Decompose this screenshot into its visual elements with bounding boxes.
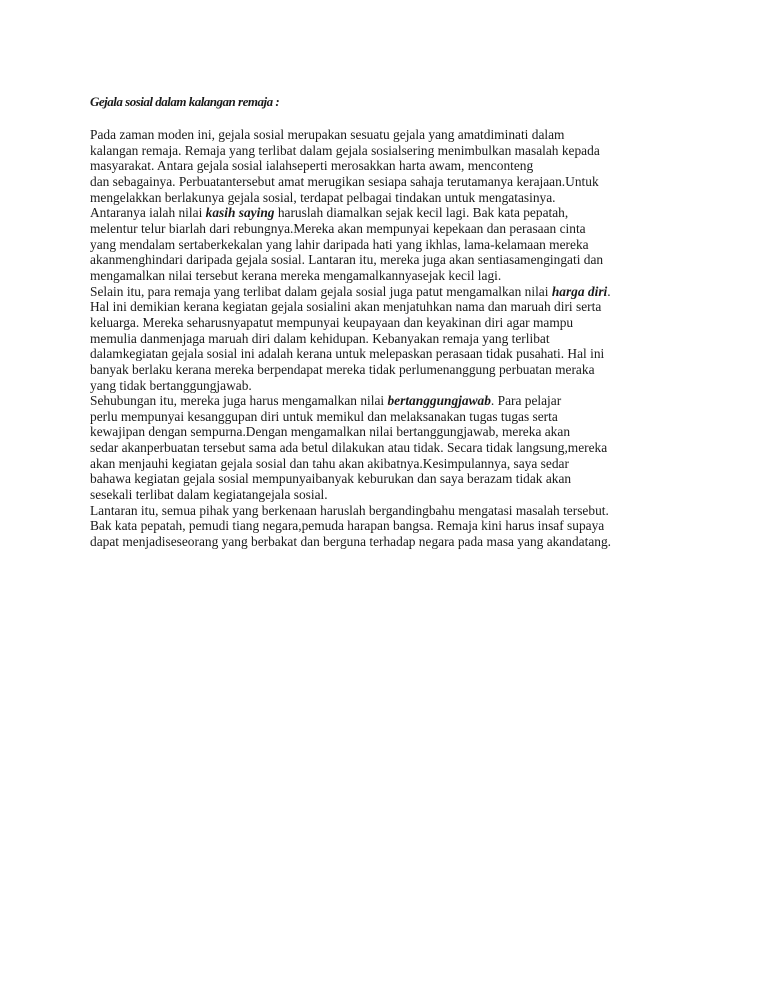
text-line: [90, 284, 690, 300]
text-segment: yang mendalam sertaberkekalan yang lahir daripada hati yang ikhlas, lama-kelamaan mereka: [90, 236, 589, 252]
text-segment: Pada zaman moden ini, gejala sosial merupakan sesuatu gejala yang amatdiminati dalam: [90, 127, 565, 142]
text-line: [90, 487, 690, 503]
text-line: [90, 158, 690, 174]
document-body: [90, 127, 690, 550]
text-segment: Hal ini demikian kerana kegiatan gejala sosialini akan menjatuhkan nama dan maruah diri serta: [90, 299, 602, 315]
text-line: [90, 534, 690, 550]
text-line: [90, 409, 690, 425]
text-segment: sesekali terlibat dalam kegiatangejala sosial.: [90, 487, 328, 503]
text-segment: dalamkegiatan gejala sosial ini adalah kerana untuk melepaskan perasaan tidak pusahati. Hal ini: [90, 346, 605, 362]
document-title: Gejala sosial dalam kalangan remaja :: [90, 94, 280, 109]
text-segment: sedar akanperbuatan tersebut sama ada betul dilakukan atau tidak. Secara tidak langsung,mereka: [90, 440, 608, 456]
text-segment: kalangan remaja. Remaja yang terlibat dalam gejala sosialsering menimbulkan masalah kepada: [90, 142, 600, 158]
text-line: [90, 456, 690, 472]
text-line: [90, 503, 690, 519]
text-segment: dan sebagainya. Perbuatantersebut amat merugikan sesiapa sahaja terutamanya kerajaan.Untuk: [90, 173, 599, 189]
text-segment: mengelakkan berlakunya gejala sosial, terdapat pelbagai tindakan untuk mengatasinya.: [90, 189, 556, 205]
text-line: [90, 127, 690, 143]
text-line: [90, 393, 690, 409]
emphasized-term: kasih saying: [205, 205, 275, 221]
text-segment: kewajipan dengan sempurna.Dengan mengamalkan nilai bertanggungjawab, mereka akan: [90, 424, 571, 440]
text-segment: Selain itu, para remaja yang terlibat dalam gejala sosial juga patut mengamalkan nilai: [90, 283, 552, 299]
text-segment: masyarakat. Antara gejala sosial ialahseperti merosakkan harta awam, menconteng: [90, 158, 534, 174]
text-line: [90, 237, 690, 253]
document-page: [90, 94, 690, 550]
text-segment: Sehubungan itu, mereka juga harus mengamalkan nilai: [90, 393, 388, 409]
text-line: [90, 346, 690, 362]
text-segment: .: [607, 283, 611, 299]
emphasized-term: harga diri: [551, 283, 608, 299]
text-segment: yang tidak bertanggungjawab.: [90, 377, 252, 393]
text-segment: melentur telur biarlah dari rebungnya.Mereka akan mempunyai kepekaan dan perasaan cinta: [90, 220, 586, 236]
text-line: [90, 518, 690, 534]
text-segment: akan menjauhi kegiatan gejala sosial dan tahu akan akibatnya.Kesimpulannya, saya sedar: [90, 455, 569, 471]
text-segment: akanmenghindari daripada gejala sosial. Lantaran itu, mereka juga akan sentiasamengingati dan: [90, 252, 604, 268]
text-line: [90, 268, 690, 284]
text-line: [90, 362, 690, 378]
text-segment: Antaranya ialah nilai: [90, 205, 206, 221]
text-segment: memulia danmenjaga maruah diri dalam kehidupan. Kebanyakan remaja yang terlibat: [90, 330, 550, 346]
text-segment: haruslah diamalkan sejak kecil lagi. Bak kata pepatah,: [274, 205, 569, 221]
text-line: [90, 143, 690, 159]
text-line: [90, 252, 690, 268]
text-line: [90, 440, 690, 456]
text-line: [90, 471, 690, 487]
text-line: [90, 331, 690, 347]
text-line: [90, 424, 690, 440]
text-line: [90, 221, 690, 237]
text-segment: keluarga. Mereka seharusnyapatut mempunyai keupayaan dan keyakinan diri agar mampu: [90, 314, 574, 330]
text-segment: . Para pelajar: [490, 393, 562, 409]
text-segment: banyak berlaku kerana mereka berpendapat mereka tidak perlumenanggung perbuatan meraka: [90, 361, 595, 377]
text-line: [90, 174, 690, 190]
text-line: [90, 378, 690, 394]
emphasized-term: bertanggungjawab: [387, 393, 491, 409]
text-line: [90, 205, 690, 221]
text-line: [90, 190, 690, 206]
text-segment: bahawa kegiatan gejala sosial mempunyaibanyak keburukan dan saya berazam tidak akan: [90, 471, 572, 487]
text-segment: mengamalkan nilai tersebut kerana mereka mengamalkannyasejak kecil lagi.: [90, 267, 502, 283]
text-segment: perlu mempunyai kesanggupan diri untuk memikul dan melaksanakan tugas tugas serta: [90, 408, 558, 424]
text-line: [90, 315, 690, 331]
text-segment: Lantaran itu, semua pihak yang berkenaan haruslah bergandingbahu mengatasi masalah tersebut.: [90, 502, 609, 518]
text-segment: Bak kata pepatah, pemudi tiang negara,pemuda harapan bangsa. Remaja kini harus insaf supaya: [90, 518, 605, 534]
text-line: [90, 299, 690, 315]
text-segment: dapat menjadiseseorang yang berbakat dan berguna terhadap negara pada masa yang akandatang.: [90, 534, 612, 550]
